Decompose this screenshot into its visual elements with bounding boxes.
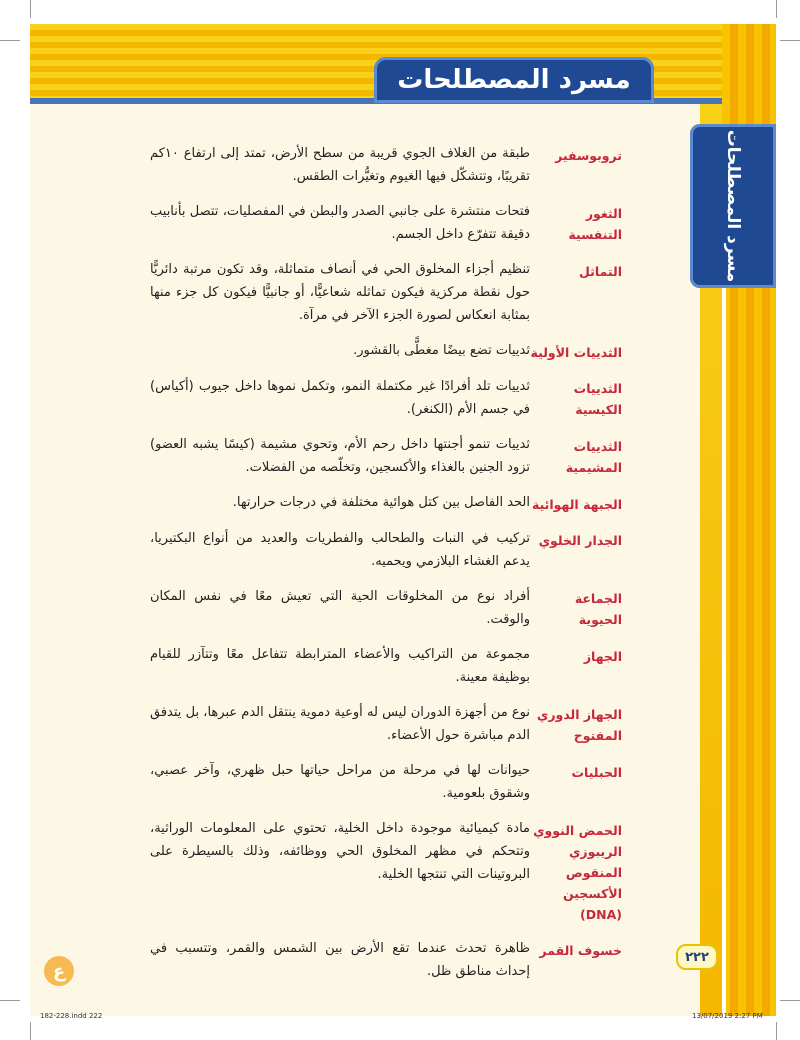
glossary-term: الحمض النووي الريبوزي المنقوص الأكسجين (DNA) <box>533 823 622 922</box>
glossary-term: الحبليات <box>571 765 622 780</box>
glossary-term: الثغور التنفسية <box>568 206 622 242</box>
glossary-entry <box>150 817 622 925</box>
glossary-term: الجهاز الدوري المفتوح <box>536 707 622 743</box>
crop-mark <box>780 40 800 41</box>
glossary-term: الجبهة الهوائية <box>531 497 622 512</box>
glossary-entry <box>150 200 622 246</box>
content-edge <box>722 288 726 1016</box>
publisher-logo-icon: ع <box>44 956 74 986</box>
glossary-list <box>150 142 622 995</box>
crop-mark <box>0 1000 20 1001</box>
glossary-definition: تركيب في النبات والطحالب والفطريات والعديد من أنواع البكتيريا، يدعم الغشاء البلازمي ويحميه. <box>150 531 530 569</box>
glossary-definition: ثدييات تنمو أجنتها داخل رحم الأم، وتحوي مشيمة (كيسًا يشبه العضو) تزود الجنين بالغذاء والأكسجين، وتخلّصه من الفضلات. <box>150 437 530 475</box>
glossary-definition: الحد الفاصل بين كتل هوائية مختلفة في درجات حرارتها. <box>232 495 530 510</box>
glossary-term: الجهاز <box>583 649 622 664</box>
glossary-entry <box>150 527 622 573</box>
glossary-definition: فتحات منتشرة على جانبي الصدر والبطن في المفصليات، تتصل بأنابيب دقيقة تتفرّع داخل الجسم. <box>150 204 530 242</box>
crop-mark <box>776 1022 777 1040</box>
glossary-entry <box>150 937 622 983</box>
glossary-entry <box>150 142 622 188</box>
glossary-entry <box>150 258 622 327</box>
glossary-definition: نوع من أجهزة الدوران ليس له أوعية دموية ينتقل الدم عبرها، بل يتدفق الدم مباشرة حول الأعضاء. <box>150 705 530 743</box>
glossary-definition: ثدييات تضع بيضًا مغطًّى بالقشور. <box>353 343 530 358</box>
side-tab <box>690 124 776 288</box>
glossary-definition: أفراد نوع من المخلوقات الحية التي تعيش معًا في نفس المكان والوقت. <box>150 589 530 627</box>
crop-mark <box>30 0 31 18</box>
crop-mark <box>776 0 777 18</box>
glossary-term: الجدار الخلوي <box>538 533 622 548</box>
glossary-definition: مادة كيميائية موجودة داخل الخلية، تحتوي على المعلومات الوراثية، وتتحكم في مظهر المخلوق الحي ووظائفه، وذلك بالسيطرة على البروتينات التي تنتجها الخلية. <box>150 821 530 882</box>
glossary-entry <box>150 585 622 631</box>
glossary-term: الثدييات الكيسية <box>573 381 622 417</box>
crop-mark <box>0 40 20 41</box>
glossary-definition: تنظيم أجزاء المخلوق الحي في أنصاف متماثلة، وقد تكون مرتبة دائريًّا حول نقطة مركزية فيكون تماثله شعاعيًّا، أو جانبيًّا فيكون كل جزء منها بمثابة انعكاس لصورة الجزء الآخر في مرآة. <box>150 262 530 323</box>
side-tab-label: مسرد المصطلحات <box>723 129 743 283</box>
glossary-term: التماثل <box>578 264 622 279</box>
glossary-entry <box>150 759 622 805</box>
glossary-term: خسوف القمر <box>539 943 622 958</box>
glossary-term: الجماعة الحيوية <box>574 591 622 627</box>
glossary-entry <box>150 701 622 747</box>
glossary-definition: مجموعة من التراكيب والأعضاء المترابطة تتفاعل معًا وتتآزر للقيام بوظيفة معينة. <box>150 647 530 685</box>
footer-file-label: 182-228.indd 222 <box>40 1012 103 1020</box>
glossary-definition: حيوانات لها في مرحلة من مراحل حياتها حبل ظهري، وآخر عصبي، وشقوق بلعومية. <box>150 763 530 801</box>
crop-mark <box>780 1000 800 1001</box>
glossary-term: تروبوسفير <box>555 148 622 163</box>
page-number: ٢٢٢ <box>676 944 718 970</box>
title-tab <box>374 57 654 103</box>
glossary-term: الثدييات المشيمية <box>565 439 622 475</box>
glossary-definition: ثدييات تلد أفرادًا غير مكتملة النمو، وتكمل نموها داخل جيوب (أكياس) في جسم الأم (الكنغر). <box>150 379 530 417</box>
glossary-entry <box>150 433 622 479</box>
glossary-entry <box>150 375 622 421</box>
glossary-definition: ظاهرة تحدث عندما تقع الأرض بين الشمس والقمر، وتتسبب في إحداث مناطق ظل. <box>150 941 530 979</box>
page-title: مسرد المصطلحات <box>397 65 631 95</box>
glossary-entry <box>150 643 622 689</box>
glossary-definition: طبقة من الغلاف الجوي قريبة من سطح الأرض، تمتد إلى ارتفاع ١٠كم تقريبًا، وتتشكّل فيها الغيوم وتغيُّرات الطقس. <box>150 146 530 184</box>
glossary-term: الثدييات الأولية <box>530 345 622 360</box>
glossary-entry <box>150 491 622 515</box>
glossary-entry <box>150 339 622 363</box>
crop-mark <box>30 1022 31 1040</box>
footer-timestamp: 13/07/2019 2:27 PM <box>692 1012 763 1020</box>
